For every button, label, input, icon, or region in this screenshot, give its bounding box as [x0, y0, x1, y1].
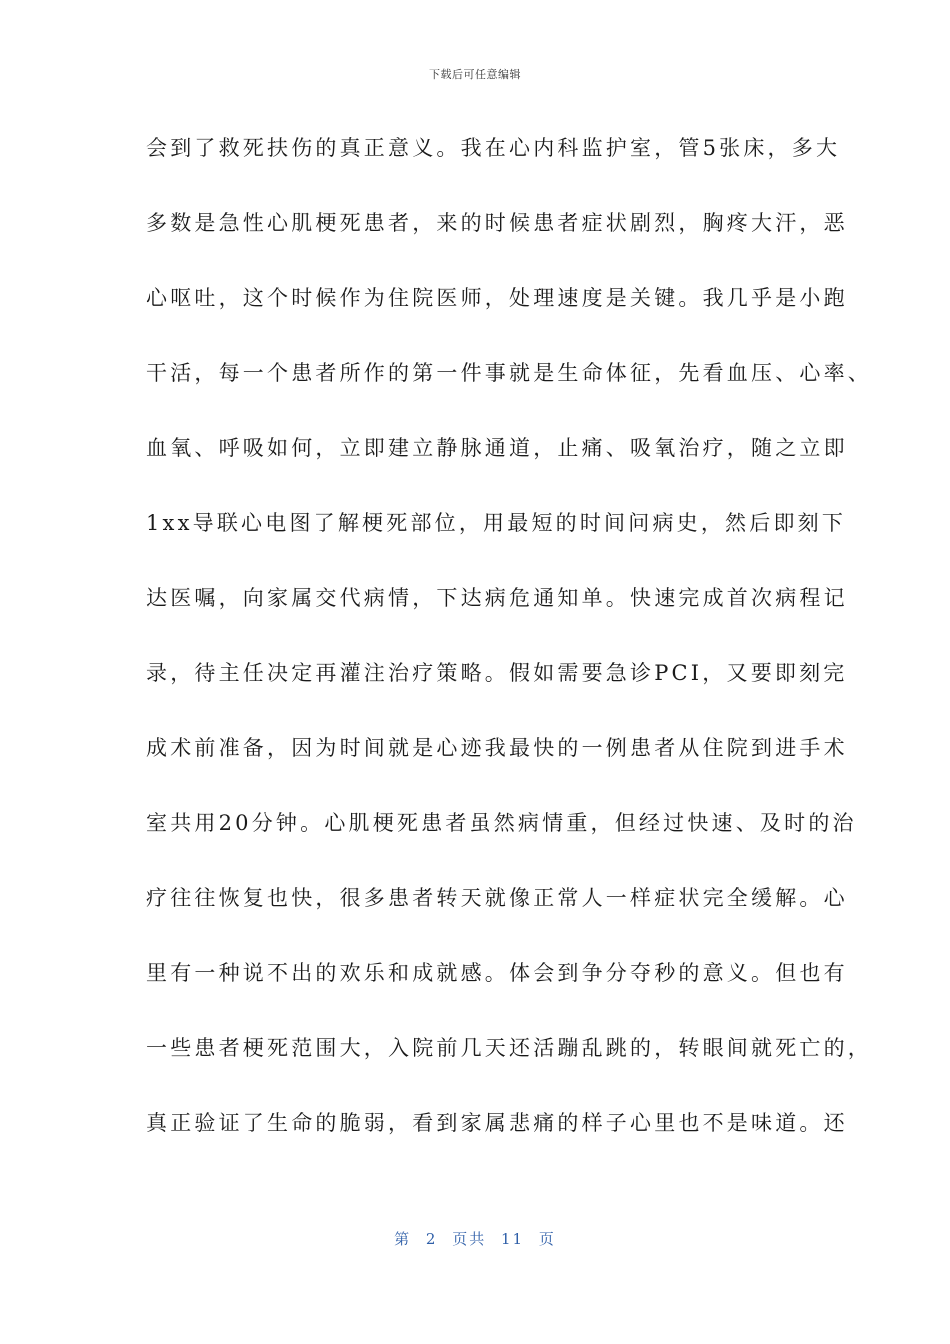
- text-line: 会到了救死扶伤的真正意义。我在心内科监护室，管5张床，多大: [146, 136, 841, 160]
- text-line: 血氧、呼吸如何，立即建立静脉通道，止痛、吸氧治疗，随之立即: [146, 436, 848, 460]
- text-line: 真正验证了生命的脆弱，看到家属悲痛的样子心里也不是味道。还: [146, 1111, 848, 1135]
- body-text: [146, 126, 872, 1176]
- text-line: 干活，每一个患者所作的第一件事就是生命体征，先看血压、心率、: [146, 361, 872, 385]
- text-line: 达医嘱，向家属交代病情，下达病危通知单。快速完成首次病程记: [146, 586, 848, 610]
- text-line: 1xx导联心电图了解梗死部位，用最短的时间问病史，然后即刻下: [146, 511, 847, 535]
- text-line: 疗往往恢复也快，很多患者转天就像正常人一样症状完全缓解。心: [146, 886, 848, 910]
- text-line: 多数是急性心肌梗死患者，来的时候患者症状剧烈，胸疼大汗，恶: [146, 211, 848, 235]
- text-line: 一些患者梗死范围大，入院前几天还活蹦乱跳的，转眼间就死亡的，: [146, 1036, 872, 1060]
- page-number-footer: 第 2 页共 11 页: [394, 1230, 556, 1248]
- text-line: 里有一种说不出的欢乐和成就感。体会到争分夺秒的意义。但也有: [146, 961, 848, 985]
- text-line: 心呕吐，这个时候作为住院医师，处理速度是关键。我几乎是小跑: [146, 286, 848, 310]
- text-line: 室共用20分钟。心肌梗死患者虽然病情重，但经过快速、及时的治: [146, 811, 857, 835]
- text-line: 录，待主任决定再灌注治疗策略。假如需要急诊PCI，又要即刻完: [146, 661, 848, 685]
- page-header: 下载后可任意编辑: [429, 68, 521, 81]
- text-line: 成术前准备，因为时间就是心迹我最快的一例患者从住院到进手术: [146, 736, 848, 760]
